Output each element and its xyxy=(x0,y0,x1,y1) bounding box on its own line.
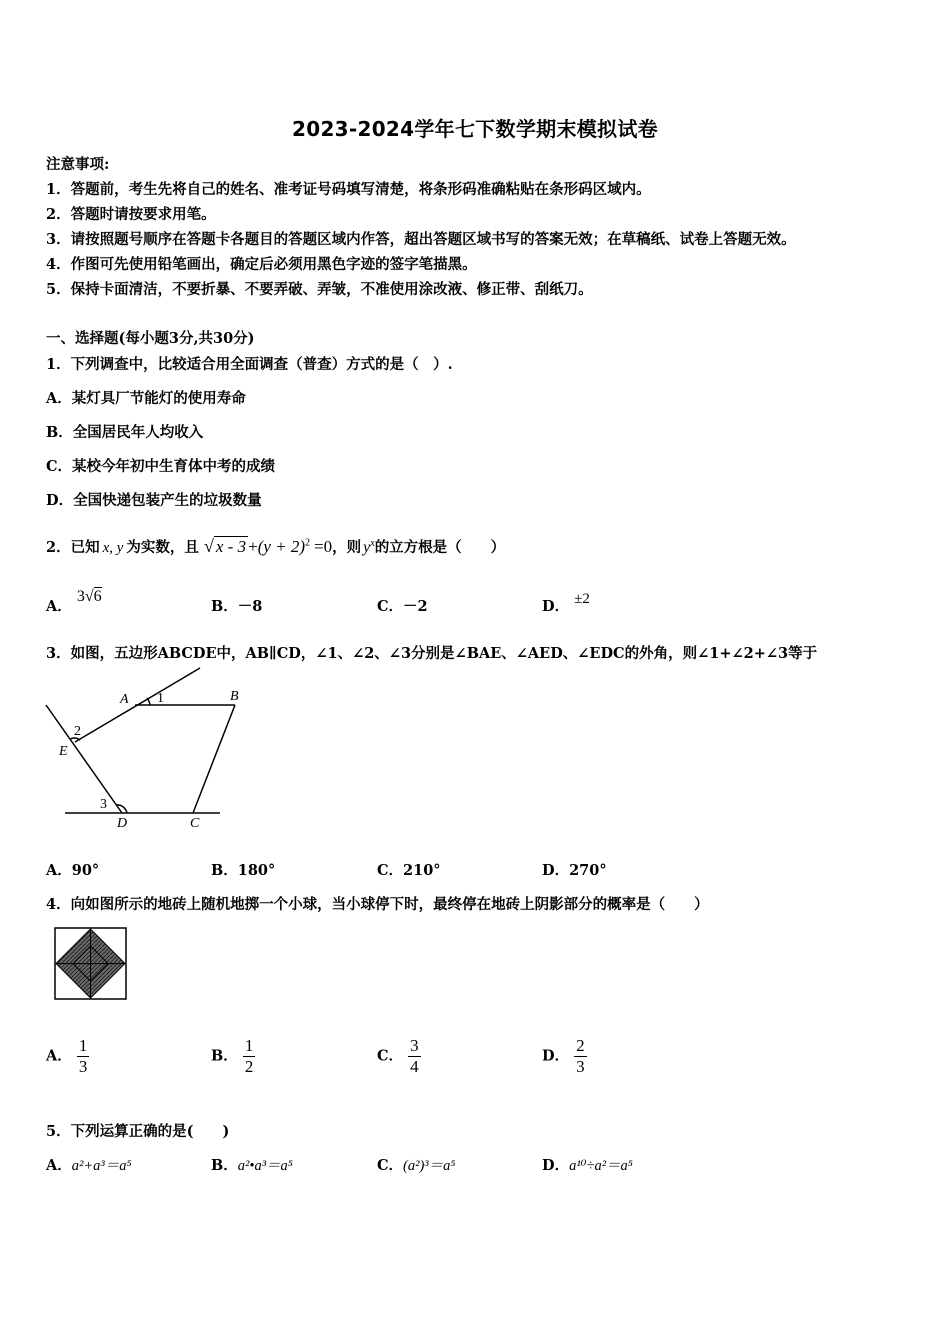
q4-option-a-label: A． xyxy=(46,1047,72,1065)
q4-option-a xyxy=(46,1036,89,1077)
q5-option-a xyxy=(46,1154,132,1175)
note-item-3: 3．请按照题号顺序在答题卡各题目的答题区域内作答，超出答题区域书写的答案无效；在草稿纸、试卷上答题无效。 xyxy=(46,231,796,248)
q2-option-d-value: ±2 xyxy=(574,591,590,607)
q3-stem: 3．如图，五边形ABCDE中，AB∥CD，∠1、∠2、∠3分别是∠BAE、∠AED、∠EDC的外角，则∠1+∠2+∠3等于 xyxy=(46,645,818,662)
q1-option-d: D．全国快递包装产生的垃圾数量 xyxy=(46,492,262,509)
q1-option-b: B．全国居民年人均收入 xyxy=(46,424,204,441)
notes-heading: 注意事项: xyxy=(46,156,110,173)
q4-option-d-fraction xyxy=(574,1036,587,1077)
q4-option-c-fraction xyxy=(408,1036,421,1077)
q2-ypow-exp: x xyxy=(370,538,375,550)
q4-option-c-num: 3 xyxy=(410,1036,419,1055)
q4-option-d-label: D． xyxy=(542,1047,570,1065)
fig-label-e: E xyxy=(59,744,68,759)
q2-option-a-label: A． xyxy=(46,598,72,615)
q2-eq-rhs: =0 xyxy=(314,537,333,556)
q2-vars: x, y xyxy=(102,540,124,556)
q4-option-a-den: 3 xyxy=(78,1057,88,1076)
q2-stem xyxy=(46,536,505,557)
q4-option-b-den: 2 xyxy=(244,1057,254,1076)
q4-tile-figure xyxy=(54,927,128,1001)
q4-option-a-fraction xyxy=(77,1036,90,1077)
q4-stem: 4．向如图所示的地砖上随机地掷一个小球，当小球停下时，最终停在地砖上阴影部分的概率是（ ） xyxy=(46,896,709,913)
q2-tail: 的立方根是（ ） xyxy=(374,539,506,556)
q1-stem: 1．下列调查中，比较适合用全面调查（普查）方式的是（ ）. xyxy=(46,356,453,373)
q5-option-a-expr: a²+a³＝a⁵ xyxy=(71,1158,132,1174)
fig-label-d: D xyxy=(117,816,128,831)
q2-number: 2．已知 xyxy=(46,539,100,556)
q2-option-a xyxy=(46,588,102,616)
q2-option-a-coef: 3 xyxy=(76,588,85,605)
note-item-5: 5．保持卡面清洁，不要折暴、不要弄破、弄皱，不准使用涂改液、修正带、刮纸刀。 xyxy=(46,281,593,298)
q2-option-d xyxy=(542,591,590,616)
q4-option-c-label: C． xyxy=(377,1047,404,1065)
q5-option-b xyxy=(211,1154,293,1175)
q3-option-a: A．90° xyxy=(46,862,100,879)
q4-option-c-den: 4 xyxy=(410,1057,419,1076)
q5-option-b-expr: a²•a³＝a⁵ xyxy=(237,1158,293,1174)
q4-option-b-label: B． xyxy=(211,1047,238,1065)
q5-option-d-expr: a¹⁰÷a²＝a⁵ xyxy=(569,1158,633,1174)
fig-label-a: A xyxy=(120,692,129,707)
q1-option-a: A．某灯具厂节能灯的使用寿命 xyxy=(46,390,246,407)
q4-option-d-num: 2 xyxy=(576,1036,585,1055)
page-title: 2023-2024学年七下数学期末模拟试卷 xyxy=(292,117,658,141)
note-item-2: 2．答题时请按要求用笔。 xyxy=(46,206,216,223)
q4-option-b-fraction xyxy=(243,1036,256,1077)
section-heading: 一、选择题(每小题3分,共30分) xyxy=(46,330,255,347)
q4-option-d xyxy=(542,1036,587,1077)
q2-eq-sqrt: x - 3 xyxy=(215,537,247,556)
q5-option-c xyxy=(377,1154,455,1175)
q4-option-c xyxy=(377,1036,421,1077)
q2-mid: 为实数，且 xyxy=(126,539,199,556)
q3-option-b: B．180° xyxy=(211,862,276,879)
q2-eq-plus: + xyxy=(248,537,258,556)
fig-label-3: 3 xyxy=(100,797,107,812)
note-item-4: 4．作图可先使用铅笔画出，确定后必须用黑色字迹的签字笔描黑。 xyxy=(46,256,477,273)
fig-label-b: B xyxy=(230,689,239,704)
q4-option-d-den: 3 xyxy=(576,1057,585,1076)
q2-eq-exp: 2 xyxy=(305,537,311,549)
q2-eq-paren: (y + 2) xyxy=(257,537,306,556)
q5-option-c-expr: (a²)³＝a⁵ xyxy=(403,1158,456,1174)
q1-option-c: C．某校今年初中生育体中考的成绩 xyxy=(46,458,276,475)
fig-label-c: C xyxy=(190,816,200,831)
q5-option-a-label: A． xyxy=(46,1157,72,1174)
fig-label-2: 2 xyxy=(74,724,81,739)
q2-option-c: C．－2 xyxy=(377,598,428,615)
q2-option-a-radicand: 6 xyxy=(93,588,102,605)
q2-then: ，则 xyxy=(332,539,362,556)
q2-option-d-label: D． xyxy=(542,598,570,615)
q5-option-c-label: C． xyxy=(377,1157,404,1174)
q2-ypow-base: y xyxy=(363,539,371,556)
q5-option-d-label: D． xyxy=(542,1157,570,1174)
q3-option-d: D．270° xyxy=(542,862,607,879)
note-item-1: 1．答题前，考生先将自己的姓名、准考证号码填写清楚，将条形码准确粘贴在条形码区域内。 xyxy=(46,181,651,198)
q3-option-c: C．210° xyxy=(377,862,441,879)
q5-option-d xyxy=(542,1154,633,1175)
q5-stem: 5．下列运算正确的是( ) xyxy=(46,1123,230,1140)
q4-option-a-num: 1 xyxy=(78,1036,88,1055)
q2-equation: √ $x - 3 +(y + 2)^2 =0$ xyxy=(203,536,333,556)
q4-option-b xyxy=(211,1036,255,1077)
fig-label-1: 1 xyxy=(157,691,164,706)
q4-option-b-num: 1 xyxy=(244,1036,254,1055)
q2-option-a-value: 3√6 xyxy=(76,588,102,605)
q2-option-b: B．－8 xyxy=(211,598,263,615)
q3-pentagon-figure xyxy=(40,665,260,840)
q5-option-b-label: B． xyxy=(211,1157,238,1174)
